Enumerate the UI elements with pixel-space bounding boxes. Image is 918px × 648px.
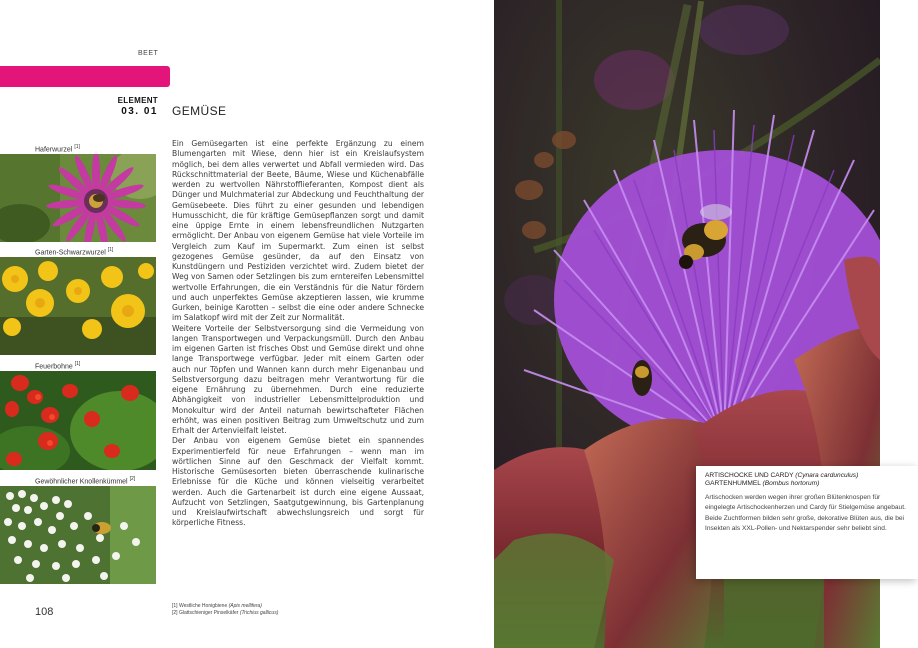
thumbnail-caption: Haferwurzel [1] [35, 144, 80, 154]
element-number: 03. 01 [121, 106, 158, 117]
paragraph: Der Anbau von eigenem Gemüse bietet ein spannendes Experimentierfeld für neue Erfahrungen – wenn man im wörtlichen Sinne auf den Geschmack der Vielfalt kommt. Historische Gemüsesorten bieten überraschende kulinarische Erlebnisse für die Küche und können vielseitig verarbeitet werden. Auch die Gartenarbeit ist durch eine eigene Aussaat, Aufzucht von Setzlingen, Saatgutgewinnung, bis Gartenplanung und Kreislaufwirtschaft abwechslungsreich und sorgt für körperliche Fitness. [172, 436, 424, 528]
right-page [494, 0, 918, 648]
thumbnail-feuerbohne [0, 371, 156, 470]
section-tag: BEET [138, 50, 159, 57]
yellow-flowers-image [0, 257, 156, 355]
body-text [172, 139, 424, 529]
page-number: 108 [35, 606, 54, 618]
thumbnail-haferwurzel [0, 154, 156, 242]
caption-title-line: GARTENHUMMEL (Bombus hortorum) [705, 480, 820, 488]
paragraph: Ein Gemüsegarten ist eine perfekte Ergänzung zu einem Blumengarten mit Wiese, denn hier ist ein Kreislaufsystem möglich, bei dem alles verwertet und Abfall vermieden wird. Das Rückschnittmaterial der Beete, Bäume, Wiese und Küchenabfälle werden zu wertvollen Nährstofflieferanten, Kompost dient als Dünger und Mulchmaterial zur Abdeckung und Feuchthaltung der Gemüsebeete. Dies führt zu einer gesunden und lebendigen Humusschicht, die für kräftige Gemüsepflanzen sorgt und damit eine üppige Ernte in einem lebensfreundlichen Nutzgarten ermöglicht. Der Anbau von eigenem Gemüse hat viele Vorteile im Vergleich zum Kauf im Supermarkt. Zum einen ist selbst gezogenes Gemüse gesünder, da auf den Einsatz von Kunstdüngern und Pestiziden verzichtet wird. Zudem bietet der Weg von Samen oder Setzlingen bis zum erntereifen Lebensmittel wertvolle Erfahrungen, die ein Verständnis für die Natur fördern und auch unperfektes Gemüse akzeptieren lassen, wie krumme Gurken, beinige Karotten – selbst die eine oder andere Schnecke im Salatkopf wird mit der Zeit zur Normalität. [172, 139, 424, 323]
purple-flower-image [0, 154, 156, 242]
white-umbel-flowers-image [0, 486, 156, 584]
footnotes [172, 603, 278, 616]
paragraph: Weitere Vorteile der Selbstversorgung sind die Vermeidung von langen Transportwegen und Verpackungsmüll. Durch den Anbau im eigenen Garten ist frisches Obst und Gemüse direkt und ohne lange Transportwege verfügbar. Jeder mit einem Garten oder auch nur Töpfen und Wannen kann durch mehr Eigenanbau und Selbstversorgung dazu beitragen mehr Verantwortung für die eigene Ernährung zu übernehmen. Durch eine reduzierte Abhängigkeit von industrieller Lebensmittelproduktion und Monokultur wird der Anteil naturnah bewirtschafteter Flächen erhöht, was einen positiven Beitrag zum Umweltschutz und zum Erhalt der Artenvielfalt leistet. [172, 323, 424, 435]
thumbnail-knollenkuemmel [0, 486, 156, 584]
page-title: GEMÜSE [172, 104, 227, 118]
element-label: ELEMENT [117, 96, 158, 105]
thumbnail-caption: Garten-Schwarzwurzel [1] [35, 247, 114, 257]
thumbnail-caption: Feuerbohne [1] [35, 361, 81, 371]
red-bean-flowers-image [0, 371, 156, 470]
caption-title-line: ARTISCHOCKE UND CARDY (Cynara cardunculus) [705, 472, 859, 479]
footnote: [1] Westliche Honigbiene (Apis mellifera) [172, 603, 262, 609]
bumblebee [632, 360, 652, 396]
thumbnail-schwarzwurzel [0, 257, 156, 355]
caption-text: Artischocken werden wegen ihrer großen Blütenknospen für eingelegte Artischockenherzen und Cardy für Stielgemüse angebaut. Beide Zuchtformen bilden sehr große, dekorative Blüten aus, die bei Insekten als XXL-Pollen- und Nektarspender sehr beliebt sind. [705, 493, 906, 533]
accent-bar [0, 66, 170, 87]
element-marker [112, 96, 158, 118]
thumbnail-caption: Gewöhnlicher Knollenkümmel [2] [35, 476, 136, 486]
photo-caption-box [696, 466, 918, 579]
footnote: [2] Glattschieniger Pinselkäfer (Trichius gallicus) [172, 609, 279, 616]
